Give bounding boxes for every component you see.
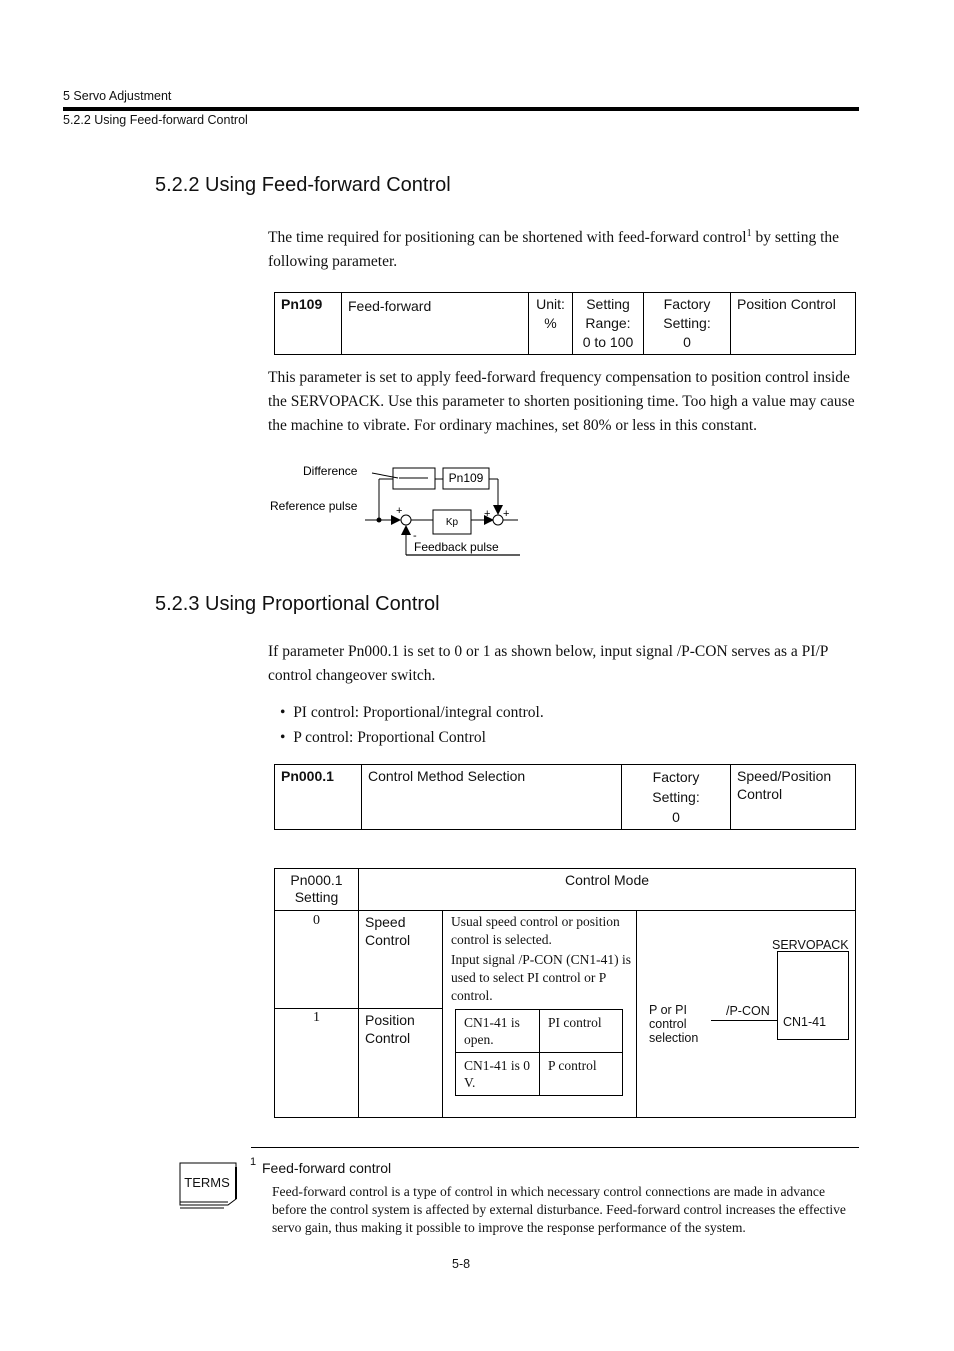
result-cell: P control: [540, 1053, 623, 1096]
feedforward-block-diagram: [260, 455, 540, 565]
svg-text:+: +: [396, 505, 403, 517]
terms-icon: [178, 1161, 238, 1209]
section-title-proportional: 5.2.3 Using Proportional Control: [155, 593, 440, 615]
table-row: [456, 1053, 623, 1096]
table-row: [456, 1010, 623, 1053]
col-header-setting: Pn000.1 Setting: [290, 872, 343, 905]
bullet-item: • P control: Proportional Control: [280, 729, 486, 746]
param-range: Setting Range: 0 to 100: [573, 293, 644, 355]
cn1-41-label: CN1-41: [783, 1015, 827, 1029]
col-header-mode: Control Mode: [564, 872, 650, 888]
footnote-rule: [251, 1147, 859, 1148]
control-mode-table: [274, 868, 856, 1118]
pcon-state-table: [455, 1009, 623, 1096]
param-name: Feed-forward: [342, 293, 529, 355]
summing-junction-2: [493, 515, 503, 525]
row1-mode: Position Control: [365, 1012, 415, 1046]
row0-mode: Speed Control: [365, 914, 411, 948]
diagram-reference-label: Reference pulse: [270, 499, 358, 513]
pcon-label: /P-CON: [726, 1004, 770, 1018]
cond-cell: CN1-41 is open.: [456, 1010, 540, 1053]
header-chapter: 5 Servo Adjustment: [63, 89, 172, 103]
intro-text-b: by setting the following parameter.: [268, 229, 840, 270]
footnote-title: Feed-forward control: [262, 1160, 392, 1176]
svg-text:-: -: [413, 530, 417, 542]
param-unit: Unit: %: [529, 293, 573, 355]
intro-text-a: The time required for positioning can be shortened with feed-forward control: [268, 229, 747, 246]
param-mode: Speed/Position Control: [731, 765, 856, 830]
row0-setting: 0: [313, 913, 320, 928]
terms-icon-label: TERMS: [184, 1175, 230, 1190]
header-rule: [63, 107, 859, 111]
param-table-pn000-1: [274, 764, 856, 830]
param-factory: Factory Setting: 0: [644, 293, 731, 355]
bullet-list: [280, 700, 544, 750]
row1-setting: 1: [313, 1010, 320, 1025]
proportional-intro: If parameter Pn000.1 is set to 0 or 1 as shown below, input signal /P-CON serves as a PI/P control changeover switch.: [268, 643, 828, 684]
svg-text:+: +: [503, 508, 510, 520]
diagram-pn109-label: Pn109: [448, 471, 484, 485]
feedforward-intro: [268, 226, 860, 274]
param-code: Pn109: [275, 293, 342, 355]
diagram-difference-label: Difference: [303, 464, 358, 478]
param-code: Pn000.1: [275, 765, 362, 830]
footnote-number: 1: [250, 1156, 257, 1168]
selection-label: P or PI control selection: [649, 1003, 699, 1045]
page-number: 5-8: [452, 1257, 471, 1271]
param-mode: Position Control: [731, 293, 856, 355]
summing-junction-1: [401, 515, 411, 525]
feedforward-description: This parameter is set to apply feed-forward frequency compensation to position control inside the SERVOPACK. Use this parameter to shorten positioning time. Too high a value may cause the machine to vibrate. For ordinary machines, set 80% or less in this constant.: [268, 369, 855, 434]
servopack-label: SERVOPACK: [772, 938, 849, 952]
pcon-line: [711, 1020, 777, 1021]
bullet-item: • PI control: Proportional/integral control.: [280, 704, 544, 721]
diagram-kp-label: Kp: [445, 517, 459, 528]
footnote-ref: 1: [746, 227, 752, 239]
header-section: 5.2.2 Using Feed-forward Control: [63, 113, 248, 127]
param-table-pn109: [274, 292, 856, 355]
diagram-feedback-label: Feedback pulse: [414, 540, 499, 554]
param-name: Control Method Selection: [362, 765, 622, 830]
mode-description: Usual speed control or position control is selected. Input signal /P-CON (CN1-41) is used to select PI control or P control.: [451, 914, 631, 1003]
cond-cell: CN1-41 is 0 V.: [456, 1053, 540, 1096]
svg-text:+: +: [484, 508, 491, 520]
section-title-feedforward: 5.2.2 Using Feed-forward Control: [155, 174, 451, 196]
footnote-text: Feed-forward control is a type of control in which necessary control connections are made in advance before the control system is affected by external disturbance. Feed-forward control increases the effective servo gain, thus making it possible to improve the response performance of the system.: [272, 1184, 846, 1235]
result-cell: PI control: [540, 1010, 623, 1053]
param-factory: Factory Setting: 0: [622, 765, 731, 830]
